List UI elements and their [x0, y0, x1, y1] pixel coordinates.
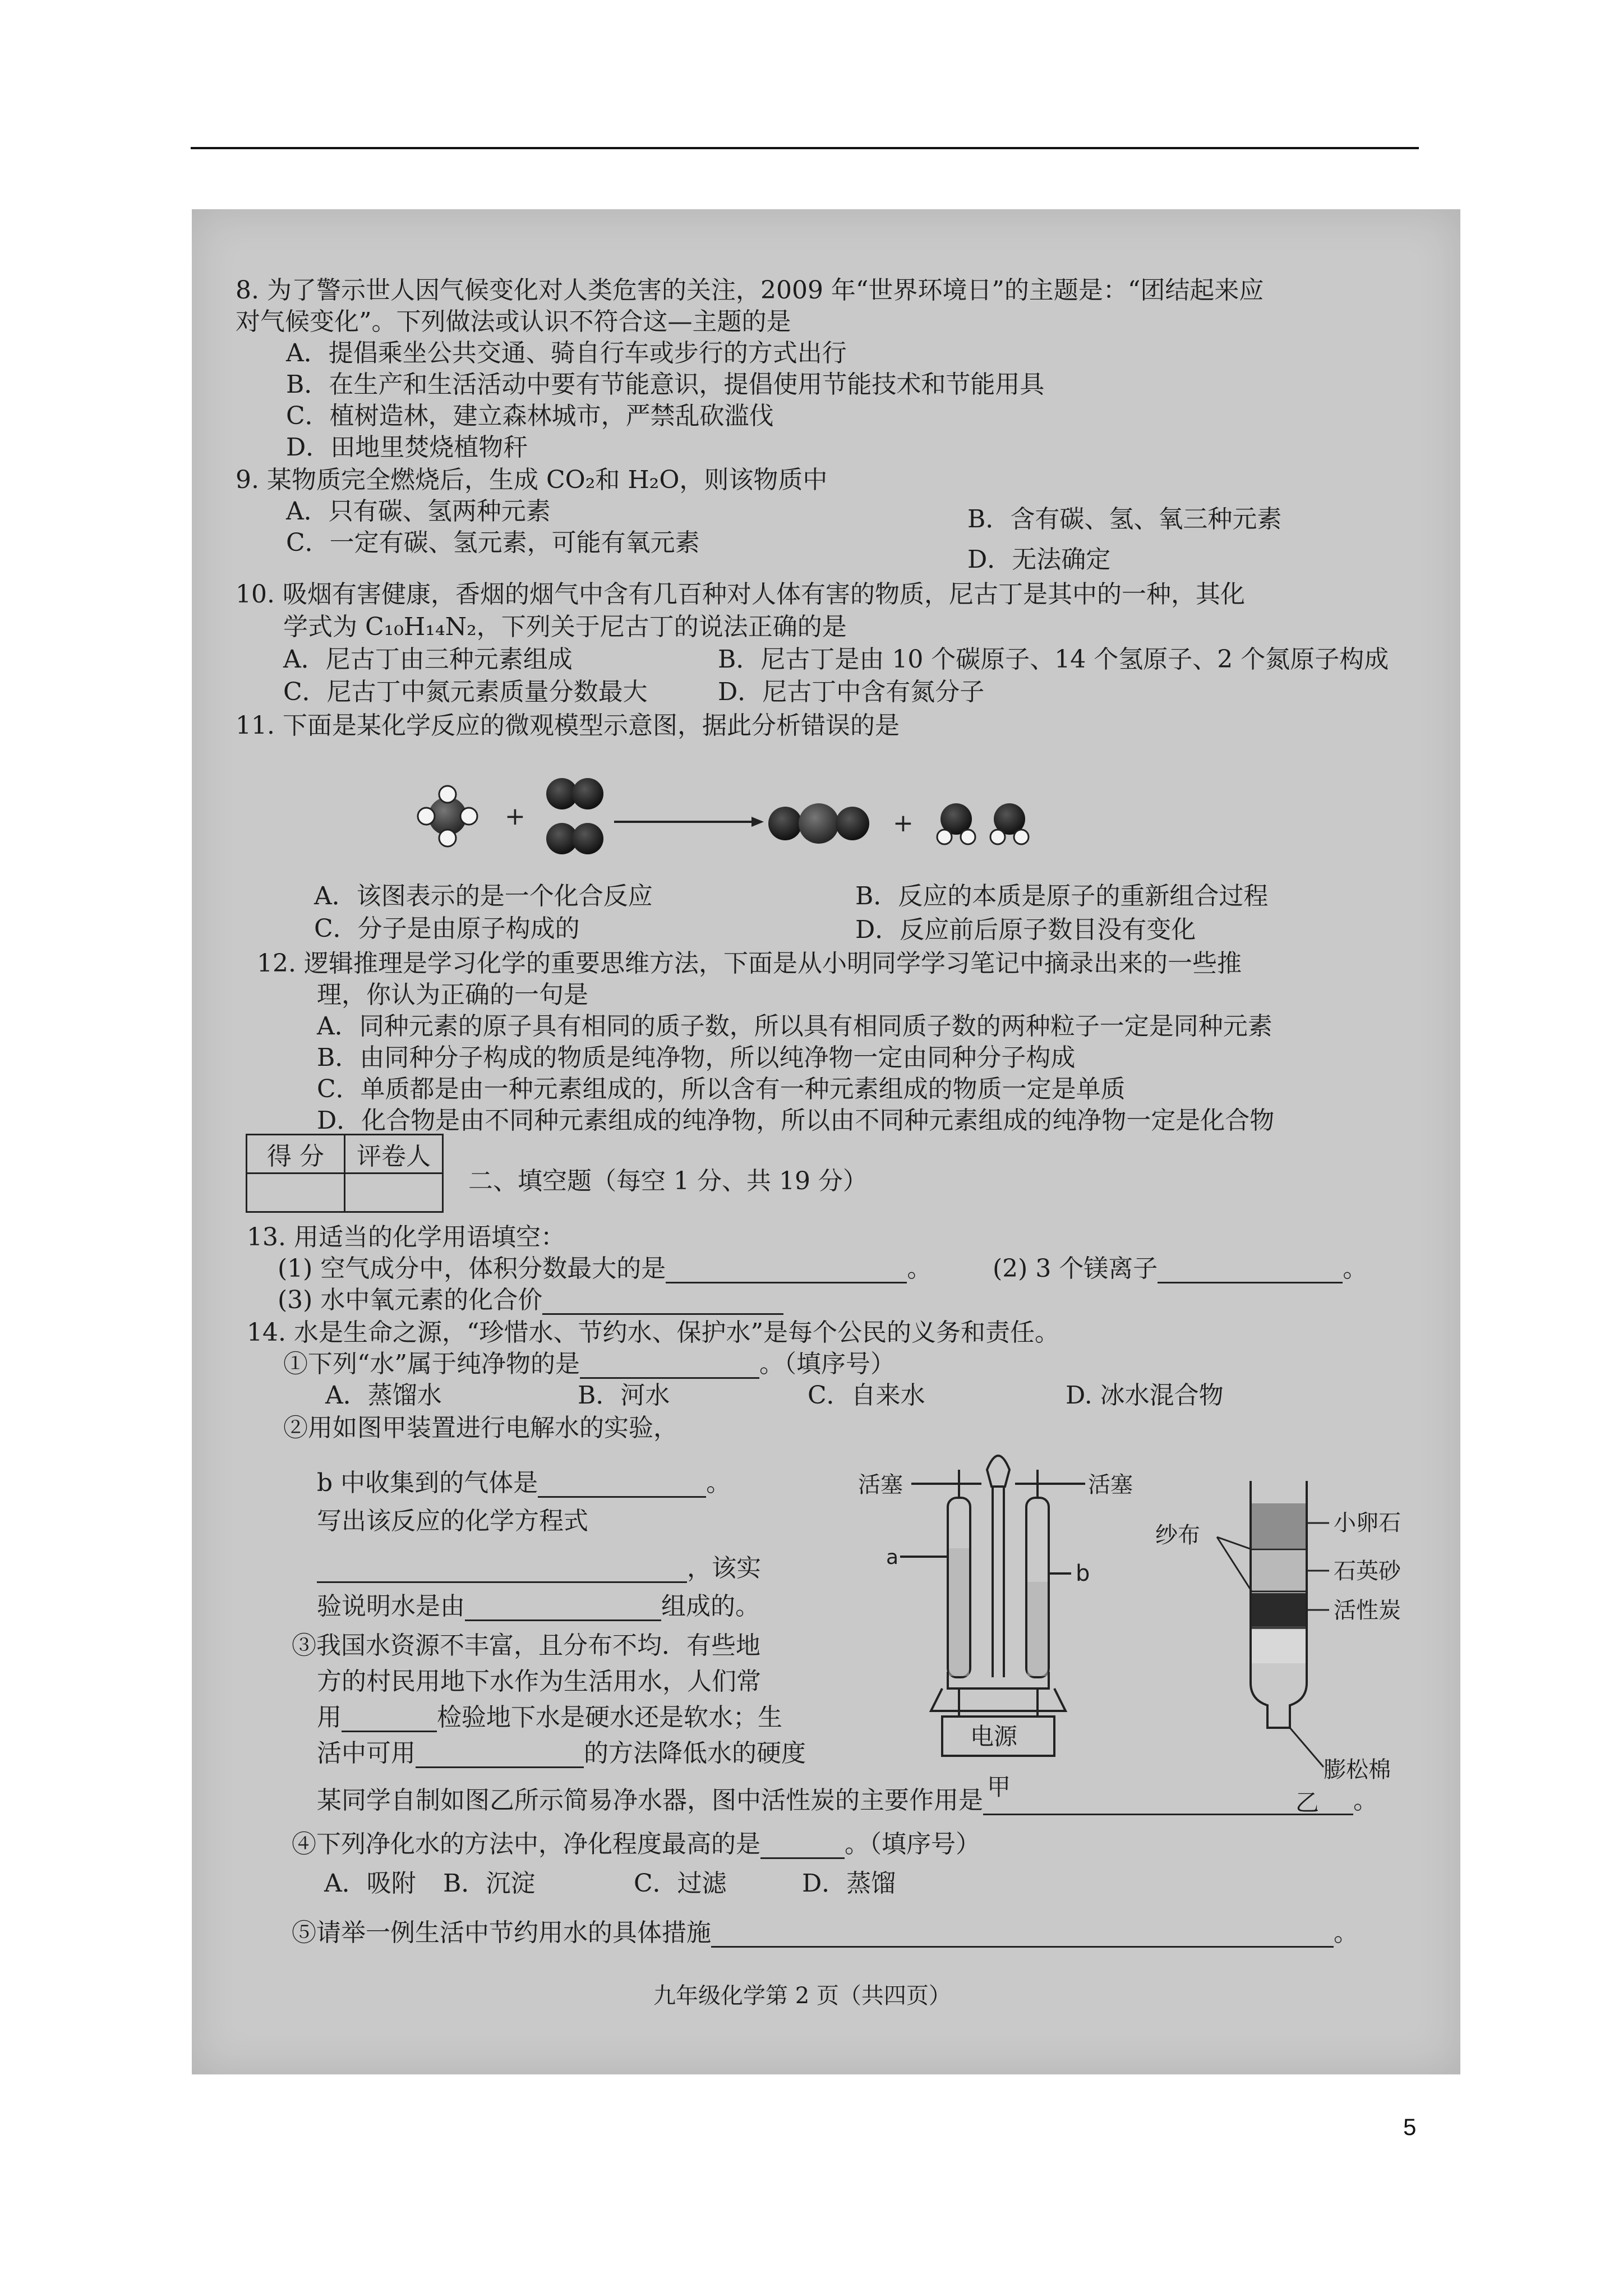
q13-answer-2[interactable]	[1158, 1257, 1343, 1283]
q10-stem-line2: 学式为 C₁₀H₁₄N₂，下列关于尼古丁的说法正确的是	[283, 613, 847, 641]
q14-s1-option-d: D. 冰水混合物	[1066, 1381, 1224, 1410]
page-number: 5	[1403, 2114, 1417, 2140]
q11-option-a: A．该图表示的是一个化合反应	[314, 882, 653, 910]
figure-water-purifier	[1155, 1470, 1458, 1818]
q13-answer-3[interactable]	[542, 1289, 783, 1315]
q11-option-d: D．反应前后原子数目没有变化	[855, 915, 1196, 944]
label-gauze: 纱布	[1155, 1522, 1200, 1548]
grader-label: 评卷人	[345, 1135, 443, 1174]
q8-option-c: C．植树造林，建立森林城市，严禁乱砍滥伐	[286, 402, 774, 430]
score-cell	[247, 1174, 345, 1212]
q13-answer-1[interactable]	[666, 1257, 907, 1283]
q8-option-d: D．田地里焚烧植物秆	[286, 433, 528, 462]
q11-option-b: B．反应的本质是原子的重新组合过程	[855, 882, 1269, 910]
q14-sub3-line5-text: 某同学自制如图乙所示简易净水器，图中活性炭的主要作用是	[317, 1786, 983, 1815]
q12-stem-line1: 12. 逻辑推理是学习化学的重要思维方法，下面是从小明同学学习笔记中摘录出来的一些推	[257, 949, 1242, 978]
q14-stem: 14. 水是生命之源，“珍惜水、节约水、保护水”是每个公民的义务和责任。	[247, 1318, 1059, 1347]
q11-option-c: C．分子是由原子构成的	[314, 914, 580, 943]
q13-part3	[278, 1286, 783, 1315]
q14-sub1	[283, 1350, 895, 1379]
q14-answer-method[interactable]	[760, 1833, 845, 1859]
q13-part3-text: (3) 水中氧元素的化合价	[278, 1286, 543, 1314]
q10-stem-line1: 10. 吸烟有害健康，香烟的烟气中含有几百种对人体有害的物质，尼古丁是其中的一种，其化	[236, 580, 1245, 609]
q10-option-b: B．尼古丁是由 10 个碳原子、14 个氢原子、2 个氮原子构成	[718, 645, 1389, 674]
label-quartz-sand: 石英砂	[1334, 1558, 1401, 1584]
q14-answer-equation[interactable]	[317, 1557, 687, 1583]
q14-sub5-text: ⑤请举一例生活中节约用水的具体措施	[292, 1918, 711, 1947]
plus-sign-1: +	[505, 802, 525, 831]
q12-option-a: A．同种元素的原子具有相同的质子数，所以具有相同质子数的两种粒子一定是同种元素	[317, 1012, 1272, 1041]
q14-s4-option-c: C．过滤	[634, 1869, 727, 1898]
q11-stem: 11. 下面是某化学反应的微观模型示意图，据此分析错误的是	[236, 711, 900, 740]
q10-option-d: D．尼古丁中含有氮分子	[718, 678, 985, 706]
label-pebbles: 小卵石	[1334, 1510, 1401, 1536]
q9-option-a: A．只有碳、氢两种元素	[286, 497, 551, 526]
layer-quartz-sand	[1252, 1551, 1306, 1590]
q14-sub4	[292, 1830, 980, 1859]
q14-s1-option-a: A．蒸馏水	[325, 1381, 442, 1410]
score-box	[246, 1134, 444, 1213]
q9-option-b: B．含有碳、氢、氧三种元素	[967, 505, 1282, 533]
q14-sub2-eq-tail: ，该实	[687, 1554, 761, 1582]
q12-option-d: D．化合物是由不同种元素组成的纯净物，所以由不同种元素组成的纯净物一定是化合物	[317, 1106, 1275, 1135]
section-2-title: 二、填空题（每空 1 分、共 19 分）	[468, 1167, 868, 1195]
q14-answer-softening[interactable]	[416, 1742, 584, 1768]
q14-sub3-line1: ③我国水资源不丰富，且分布不均．有些地	[292, 1631, 760, 1660]
q12-stem-line2: 理，你认为正确的一句是	[317, 981, 588, 1009]
q14-sub3-line4a: 活中可用	[317, 1739, 416, 1768]
q14-sub2-comp	[317, 1592, 760, 1621]
q14-answer-hardness-test[interactable]	[342, 1706, 437, 1732]
q13-stem: 13. 用适当的化学用语填空：	[247, 1223, 565, 1251]
label-stopcock-right: 活塞	[1088, 1472, 1133, 1498]
q14-s1-option-b: B．河水	[578, 1381, 670, 1410]
plus-sign-2: +	[893, 809, 914, 838]
q14-sub3-line3	[317, 1703, 782, 1732]
q9-stem: 9. 某物质完全燃烧后，生成 CO₂和 H₂O，则该物质中	[236, 466, 828, 494]
q14-s4-option-b: B．沉淀	[443, 1869, 536, 1898]
layer-activated-carbon	[1252, 1593, 1306, 1627]
q13-part1: (1) 空气成分中，体积分数最大的是 。	[278, 1254, 932, 1283]
exam-footer: 九年级化学第 2 页（共四页）	[653, 1983, 951, 2009]
q14-s1-option-c: C．自来水	[808, 1381, 925, 1410]
q14-answer-water-saving[interactable]	[711, 1921, 1334, 1948]
q14-sub4-text: ④下列净化水的方法中，净化程度最高的是	[292, 1830, 760, 1858]
label-activated-carbon: 活性炭	[1334, 1598, 1401, 1623]
q8-stem-line2: 对气候变化”。下列做法或认识不符合这—主题的是	[236, 307, 791, 336]
q14-sub2: ②用如图甲装置进行电解水的实验，	[283, 1414, 678, 1442]
q14-sub2-comp-tail: 组成的。	[661, 1592, 760, 1621]
q14-sub4-tail: 。（填序号）	[845, 1830, 980, 1858]
reactant-molecule-1	[418, 786, 477, 846]
q14-sub1-text: ①下列“水”属于纯净物的是	[283, 1350, 580, 1378]
q10-option-a: A．尼古丁由三种元素组成	[283, 645, 573, 674]
score-label: 得 分	[247, 1135, 345, 1174]
q14-s4-option-d: D．蒸馏	[802, 1869, 896, 1898]
q14-sub2-eq: 写出该反应的化学方程式	[317, 1507, 588, 1535]
q14-sub3-line5: 某同学自制如图乙所示简易净水器，图中活性炭的主要作用是 。	[317, 1786, 1378, 1815]
q14-sub3-line4	[317, 1739, 806, 1768]
label-tube-a: a	[886, 1546, 899, 1569]
q14-answer-1[interactable]	[580, 1352, 759, 1379]
q14-sub2-b-text: b 中收集到的气体是	[317, 1469, 538, 1497]
q12-option-b: B．由同种分子构成的物质是纯净物，所以纯净物一定由同种分子构成	[317, 1043, 1076, 1072]
caption-jia: 甲	[987, 1773, 1011, 1801]
q12-option-c: C．单质都是由一种元素组成的，所以含有一种元素组成的物质一定是单质	[317, 1075, 1126, 1103]
q14-sub2-comp-text: 验说明水是由	[317, 1592, 465, 1621]
q14-sub5: ⑤请举一例生活中节约用水的具体措施 。	[292, 1918, 1358, 1947]
q14-sub2-b: b 中收集到的气体是 。	[317, 1469, 731, 1497]
caption-yi: 乙	[1295, 1789, 1320, 1816]
q8-stem-line1: 8. 为了警示世人因气候变化对人类危害的关注，2009 年“世界环境日”的主题是：“团结起来应	[236, 276, 1264, 305]
grader-cell	[345, 1174, 443, 1212]
layer-pebbles	[1252, 1503, 1306, 1548]
figure-electrolysis-apparatus	[858, 1436, 1150, 1806]
header-rule	[191, 147, 1419, 149]
label-tube-b: b	[1076, 1561, 1090, 1586]
layer-cotton	[1252, 1630, 1306, 1663]
label-stopcock-left: 活塞	[858, 1472, 903, 1498]
q13-part2: (2) 3 个镁离子 。	[993, 1254, 1368, 1283]
product-molecule-1	[768, 803, 869, 844]
q14-answer-gas-b[interactable]	[538, 1471, 706, 1498]
q13-part2-text: (2) 3 个镁离子	[993, 1254, 1158, 1283]
q10-option-c: C．尼古丁中氮元素质量分数最大	[283, 678, 648, 706]
q14-sub3-line4b: 的方法降低水的硬度	[584, 1739, 806, 1768]
q9-option-c: C．一定有碳、氢元素，可能有氧元素	[286, 528, 700, 557]
q13-part1-text: (1) 空气成分中，体积分数最大的是	[278, 1254, 666, 1283]
q14-sub3-line3a: 用	[317, 1703, 342, 1732]
q14-s4-option-a: A．吸附	[324, 1869, 416, 1898]
q14-answer-composition[interactable]	[465, 1595, 661, 1621]
label-cotton: 膨松棉	[1324, 1757, 1391, 1783]
product-molecules-2	[937, 803, 1029, 844]
reaction-arrow	[614, 817, 764, 827]
reactant-molecules-2	[546, 778, 603, 854]
q14-sub1-tail: 。（填序号）	[759, 1350, 895, 1378]
q14-sub3-line2: 方的村民用地下水作为生活用水，人们常	[317, 1667, 761, 1696]
q9-option-d: D．无法确定	[967, 545, 1111, 574]
q14-sub2-eq-line	[317, 1554, 761, 1583]
q8-option-a: A．提倡乘坐公共交通、骑自行车或步行的方式出行	[286, 339, 847, 367]
label-power-source: 电源	[970, 1723, 1018, 1750]
reaction-model-diagram	[409, 763, 1223, 869]
q8-option-b: B．在生产和生活活动中要有节能意识，提倡使用节能技术和节能用具	[286, 370, 1045, 399]
q14-sub3-line3b: 检验地下水是硬水还是软水；生	[437, 1703, 782, 1732]
